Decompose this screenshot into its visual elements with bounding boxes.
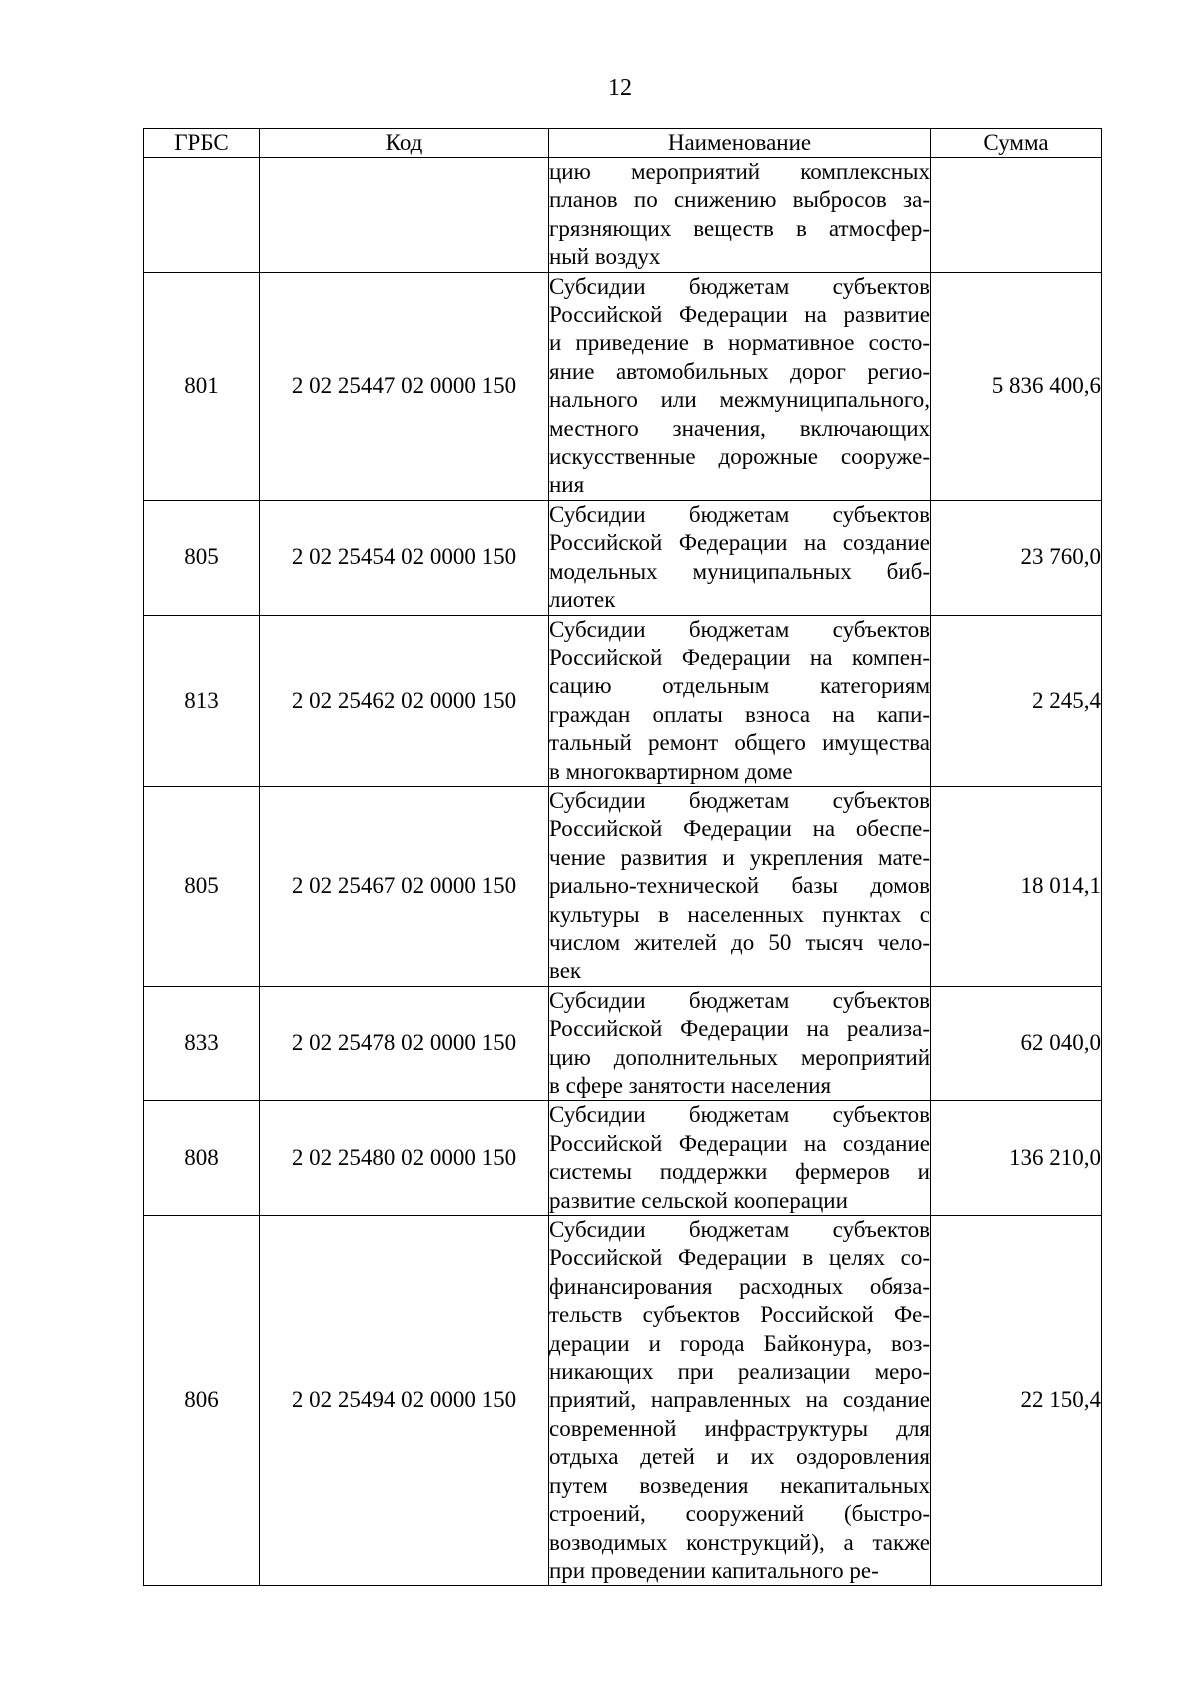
grbs-cell <box>144 158 260 273</box>
naimenovanie-line: Субсидии бюджетам субъектов <box>549 273 930 299</box>
naimenovanie-line: Субсидии бюджетам субъектов <box>549 501 930 527</box>
page-number: 12 <box>608 75 632 101</box>
naimenovanie-line: тальный ремонт общего имущества <box>549 730 930 756</box>
naimenovanie-line: Субсидии бюджетам субъектов <box>549 787 930 813</box>
naimenovanie-cell <box>549 500 931 615</box>
summa-cell: 136 210,0 <box>931 1101 1102 1216</box>
table-row <box>144 986 1102 1101</box>
naimenovanie-line: возводимых конструкций), а также <box>549 1529 930 1555</box>
summa-cell <box>931 158 1102 273</box>
table-row <box>144 1216 1102 1586</box>
kod-cell: 2 02 25478 02 0000 150 <box>260 986 549 1101</box>
summa-cell: 2 245,4 <box>931 615 1102 786</box>
naimenovanie-line: цию дополнительных мероприятий <box>549 1044 930 1070</box>
grbs-cell: 805 <box>144 500 260 615</box>
summa-cell: 18 014,1 <box>931 786 1102 986</box>
kod-cell: 2 02 25467 02 0000 150 <box>260 786 549 986</box>
table-row <box>144 786 1102 986</box>
naimenovanie-cell <box>549 1101 931 1216</box>
summa-cell: 62 040,0 <box>931 986 1102 1101</box>
kod-cell <box>260 158 549 273</box>
naimenovanie-line: и приведение в нормативное состо- <box>549 330 930 356</box>
naimenovanie-line: тельств субъектов Российской Фе- <box>549 1302 930 1328</box>
naimenovanie-line: Российской Федерации в целях со- <box>549 1245 930 1271</box>
naimenovanie-line: искусственные дорожные сооруже- <box>549 444 930 470</box>
naimenovanie-line: современной инфраструктуры для <box>549 1415 930 1441</box>
summa-cell: 5 836 400,6 <box>931 272 1102 500</box>
naimenovanie-line: грязняющих веществ в атмосфер- <box>549 215 930 241</box>
header-grbs: ГРБС <box>144 129 260 158</box>
naimenovanie-cell <box>549 1216 931 1586</box>
grbs-cell: 808 <box>144 1101 260 1216</box>
naimenovanie-line: Российской Федерации на развитие <box>549 302 930 328</box>
naimenovanie-line: граждан оплаты взноса на капи- <box>549 701 930 727</box>
naimenovanie-line: Российской Федерации на обеспе- <box>549 816 930 842</box>
table-row <box>144 272 1102 500</box>
header-summa: Сумма <box>931 129 1102 158</box>
naimenovanie-line: приятий, направленных на создание <box>549 1387 930 1413</box>
naimenovanie-line: сацию отдельным категориям <box>549 673 930 699</box>
naimenovanie-line: Российской Федерации на реализа- <box>549 1016 930 1042</box>
naimenovanie-line: развитие сельской кооперации <box>549 1187 848 1213</box>
naimenovanie-line: путем возведения некапитальных <box>549 1472 930 1498</box>
naimenovanie-line: местного значения, включающих <box>549 415 930 441</box>
naimenovanie-line: Российской Федерации на создание <box>549 530 930 556</box>
naimenovanie-line: отдыха детей и их оздоровления <box>549 1444 930 1470</box>
naimenovanie-line: Российской Федерации на создание <box>549 1130 930 1156</box>
grbs-cell: 833 <box>144 986 260 1101</box>
naimenovanie-line: чение развития и укрепления мате- <box>549 844 930 870</box>
naimenovanie-line: яние автомобильных дорог регио- <box>549 358 930 384</box>
naimenovanie-line: финансирования расходных обяза- <box>549 1273 930 1299</box>
budget-table <box>143 128 1102 1586</box>
naimenovanie-line: риально-технической базы домов <box>549 873 930 899</box>
naimenovanie-cell <box>549 786 931 986</box>
naimenovanie-line: модельных муниципальных биб- <box>549 558 930 584</box>
kod-cell: 2 02 25454 02 0000 150 <box>260 500 549 615</box>
kod-cell: 2 02 25462 02 0000 150 <box>260 615 549 786</box>
header-kod: Код <box>260 129 549 158</box>
summa-cell: 22 150,4 <box>931 1216 1102 1586</box>
naimenovanie-line: век <box>549 958 582 984</box>
naimenovanie-line: нального или межмуниципального, <box>549 387 930 413</box>
table-body <box>144 158 1102 1586</box>
naimenovanie-cell <box>549 986 931 1101</box>
naimenovanie-line: цию мероприятий комплексных <box>549 159 930 184</box>
table-row <box>144 500 1102 615</box>
naimenovanie-line: Субсидии бюджетам субъектов <box>549 1217 930 1243</box>
naimenovanie-line: ния <box>549 472 585 498</box>
table-row <box>144 615 1102 786</box>
naimenovanie-line: Российской Федерации на компен- <box>549 644 930 670</box>
table-row <box>144 1101 1102 1216</box>
naimenovanie-line: ный воздух <box>549 244 661 270</box>
naimenovanie-cell <box>549 158 931 273</box>
kod-cell: 2 02 25494 02 0000 150 <box>260 1216 549 1586</box>
kod-cell: 2 02 25447 02 0000 150 <box>260 272 549 500</box>
table-row <box>144 158 1102 273</box>
header-naimenovanie: Наименование <box>549 129 931 158</box>
grbs-cell: 813 <box>144 615 260 786</box>
naimenovanie-line: в сфере занятости населения <box>549 1073 832 1098</box>
naimenovanie-cell <box>549 615 931 786</box>
naimenovanie-line: лиотек <box>549 587 616 613</box>
naimenovanie-line: строений, сооружений (быстро- <box>549 1501 930 1527</box>
naimenovanie-line: в многоквартирном доме <box>549 758 793 784</box>
naimenovanie-line: Субсидии бюджетам субъектов <box>549 1102 930 1128</box>
table-header-row <box>144 129 1102 158</box>
naimenovanie-line: культуры в населенных пунктах с <box>549 901 930 927</box>
naimenovanie-cell <box>549 272 931 500</box>
grbs-cell: 801 <box>144 272 260 500</box>
naimenovanie-line: Субсидии бюджетам субъектов <box>549 987 930 1013</box>
naimenovanie-line: числом жителей до 50 тысяч чело- <box>549 929 930 955</box>
naimenovanie-line: при проведении капитального ре- <box>549 1557 879 1583</box>
naimenovanie-line: системы поддержки фермеров и <box>549 1159 930 1185</box>
naimenovanie-line: планов по снижению выбросов за- <box>549 187 930 213</box>
grbs-cell: 806 <box>144 1216 260 1586</box>
naimenovanie-line: дерации и города Байконура, воз- <box>549 1330 930 1356</box>
grbs-cell: 805 <box>144 786 260 986</box>
summa-cell: 23 760,0 <box>931 500 1102 615</box>
kod-cell: 2 02 25480 02 0000 150 <box>260 1101 549 1216</box>
naimenovanie-line: никающих при реализации меро- <box>549 1359 930 1385</box>
naimenovanie-line: Субсидии бюджетам субъектов <box>549 616 930 642</box>
